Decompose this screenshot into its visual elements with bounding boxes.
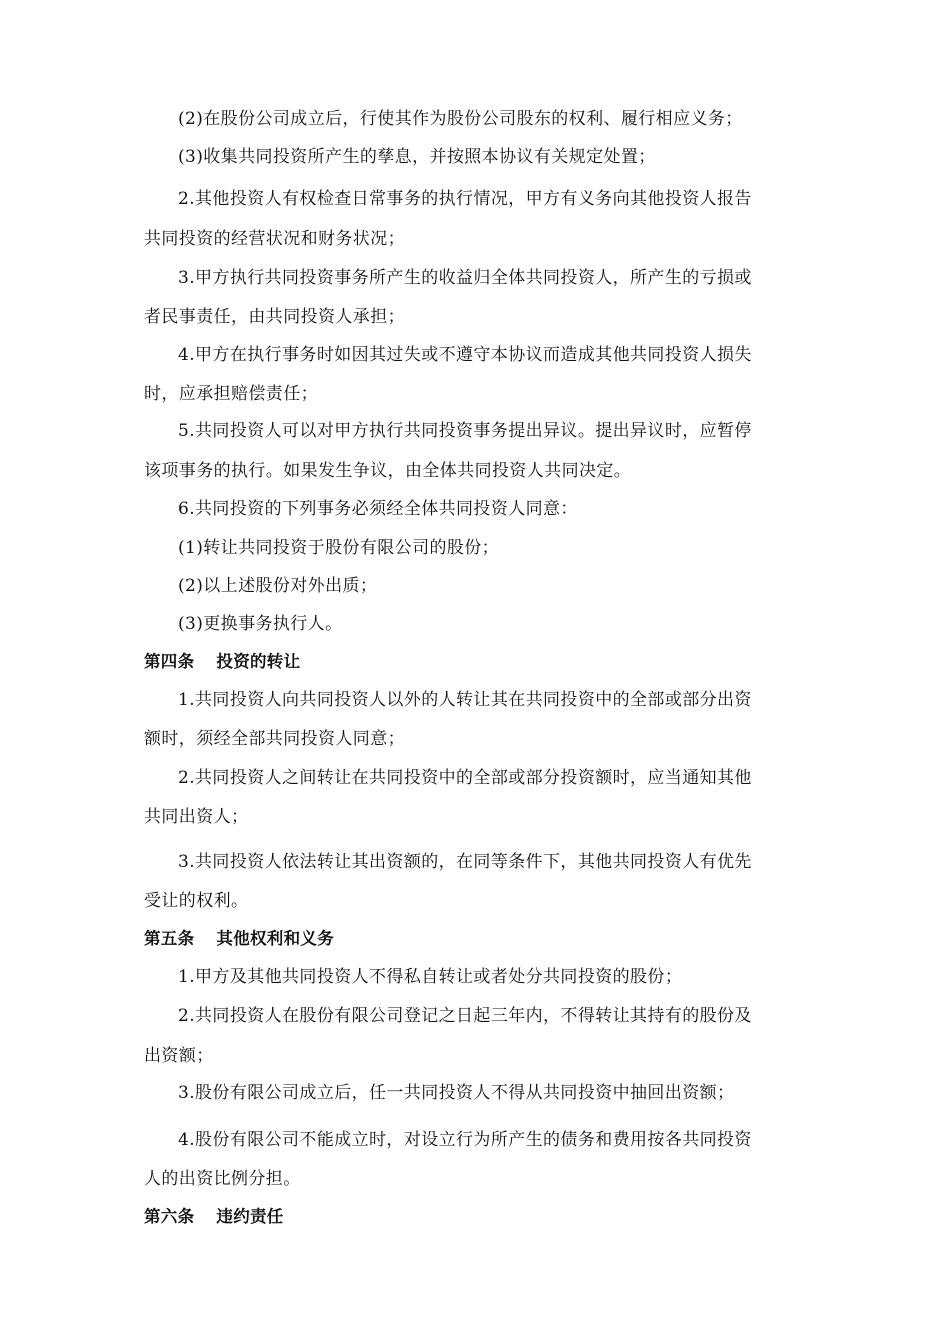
paragraph-line: 5.共同投资人可以对甲方执行共同投资事务提出异议。提出异议时，应暂停 <box>178 421 752 441</box>
paragraph-line: 共同出资人； <box>144 807 249 827</box>
paragraph-line: 2.其他投资人有权检查日常事务的执行情况，甲方有义务向其他投资人报告 <box>178 189 752 209</box>
section-heading-5 <box>144 927 334 951</box>
section-heading-6 <box>144 1205 284 1229</box>
paragraph-line: 2.共同投资人在股份有限公司登记之日起三年内，不得转让其持有的股份及 <box>178 1006 752 1026</box>
paragraph-line: 受让的权利。 <box>144 891 249 911</box>
heading-title: 其他权利和义务 <box>216 929 335 948</box>
paragraph-line: (3)更换事务执行人。 <box>178 614 343 634</box>
heading-number: 第五条 <box>144 929 195 948</box>
paragraph-line: 3.共同投资人依法转让其出资额的，在同等条件下，其他共同投资人有优先 <box>178 852 752 872</box>
section-heading-4 <box>144 650 300 674</box>
paragraph-line: (3)收集共同投资所产生的孳息，并按照本协议有关规定处置； <box>178 147 656 167</box>
paragraph-line: 人的出资比例分担。 <box>144 1169 301 1189</box>
paragraph-line: 3.股份有限公司成立后，任一共同投资人不得从共同投资中抽回出资额； <box>178 1083 735 1103</box>
paragraph-line: (2)以上述股份对外出质； <box>178 576 378 596</box>
heading-title: 违约责任 <box>216 1207 284 1226</box>
paragraph-line: 出资额； <box>144 1046 214 1066</box>
paragraph-line: 1.甲方及其他共同投资人不得私自转让或者处分共同投资的股份； <box>178 967 683 987</box>
heading-number: 第四条 <box>144 652 195 671</box>
paragraph-line: 者民事责任，由共同投资人承担； <box>144 307 405 327</box>
paragraph-line: 3.甲方执行共同投资事务所产生的收益归全体共同投资人，所产生的亏损或 <box>178 268 752 288</box>
paragraph-line: 时，应承担赔偿责任； <box>144 384 318 404</box>
paragraph-line: 该项事务的执行。如果发生争议，由全体共同投资人共同决定。 <box>144 461 632 481</box>
paragraph-line: 4.甲方在执行事务时如因其过失或不遵守本协议而造成其他共同投资人损失 <box>178 345 752 365</box>
paragraph-line: (2)在股份公司成立后，行使其作为股份公司股东的权利、履行相应义务； <box>178 109 743 129</box>
paragraph-line: 2.共同投资人之间转让在共同投资中的全部或部分投资额时，应当通知其他 <box>178 768 752 788</box>
paragraph-line: 共同投资的经营状况和财务状况； <box>144 229 405 249</box>
heading-title: 投资的转让 <box>216 652 301 671</box>
paragraph-line: 额时，须经全部共同投资人同意； <box>144 729 405 749</box>
paragraph-line: 6.共同投资的下列事务必须经全体共同投资人同意： <box>178 499 578 519</box>
paragraph-line: 4.股份有限公司不能成立时，对设立行为所产生的债务和费用按各共同投资 <box>178 1130 752 1150</box>
paragraph-line: 1.共同投资人向共同投资人以外的人转让其在共同投资中的全部或部分出资 <box>178 690 752 710</box>
paragraph-line: (1)转让共同投资于股份有限公司的股份； <box>178 538 500 558</box>
heading-number: 第六条 <box>144 1207 195 1226</box>
